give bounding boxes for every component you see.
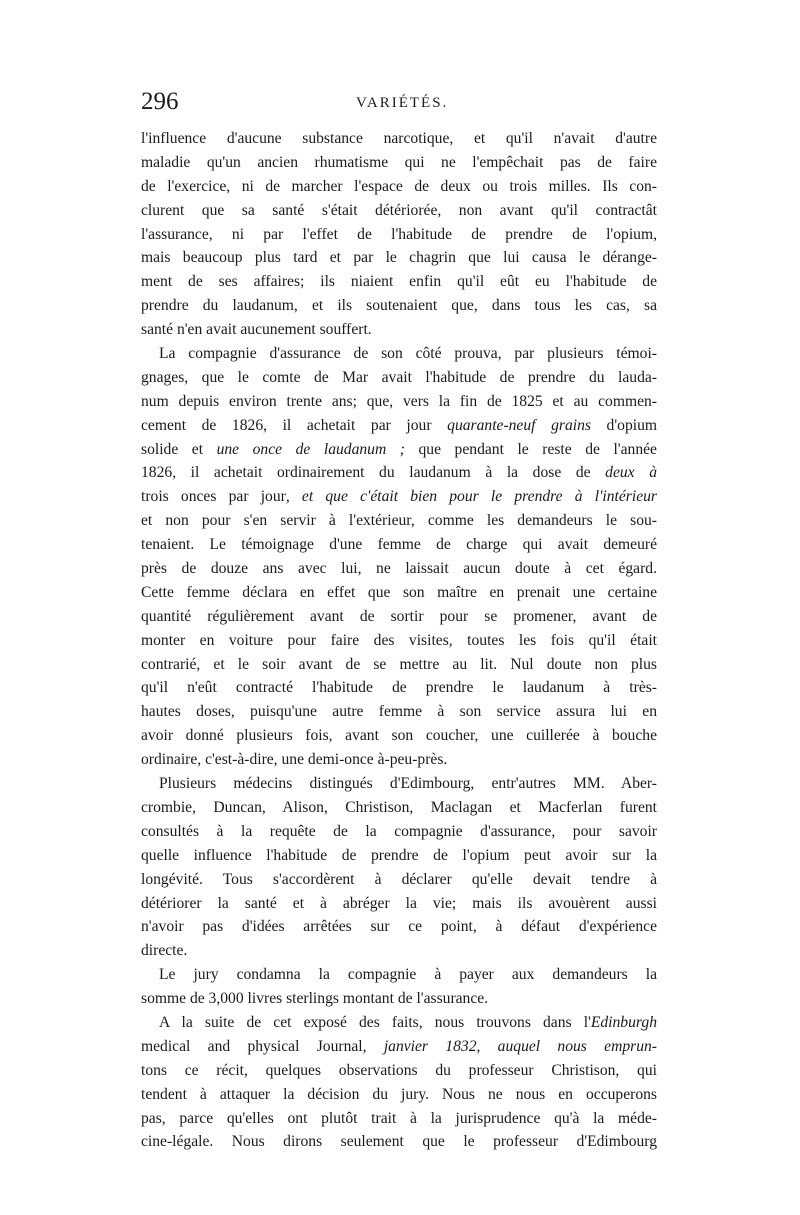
text-line xyxy=(141,175,657,199)
text-line xyxy=(141,151,657,175)
text-segment: que pendant le reste de l'année xyxy=(404,440,657,458)
text-line xyxy=(141,1083,657,1107)
text-segment: quelle influence l'habitude de prendre de l'opium peut avoir sur la xyxy=(141,846,657,864)
text-segment: clurent que sa santé s'était détériorée, non avant qu'il contractât xyxy=(141,201,657,219)
text-line xyxy=(141,796,657,820)
text-segment: 1826, il achetait ordinairement du laudanum à la dose de xyxy=(141,464,606,482)
text-segment: maladie qu'un ancien rhumatisme qui ne l'empêchait pas de faire xyxy=(141,153,657,171)
italic-phrase: Edinburgh xyxy=(590,1013,657,1031)
text-line xyxy=(141,772,657,796)
italic-phrase: quarante-neuf grains xyxy=(447,416,591,434)
text-segment: Plusieurs médecins distingués d'Edimbourg, entr'autres MM. Aber- xyxy=(159,775,657,793)
text-segment: crombie, Duncan, Alison, Christison, Maclagan et Macferlan furent xyxy=(141,798,657,816)
italic-phrase: deux à xyxy=(605,464,657,482)
text-segment: pas, parce qu'elles ont plutôt trait à la jurisprudence qu'à la méde- xyxy=(141,1109,657,1127)
text-segment: détériorer la santé et à abréger la vie; mais ils avouèrent aussi xyxy=(141,894,657,912)
text-line xyxy=(141,127,657,151)
text-line xyxy=(141,892,657,916)
body-text xyxy=(141,127,657,1154)
page-header xyxy=(141,88,657,128)
text-segment: quantité régulièrement avant de sortir pour se promener, avant de xyxy=(141,607,657,625)
text-line xyxy=(141,318,657,342)
text-segment: contrarié, et le soir avant de se mettre au lit. Nul doute non plus xyxy=(141,655,657,673)
text-segment: solide et xyxy=(141,440,217,458)
text-segment: trois onces par jour xyxy=(141,488,286,506)
text-segment: de l'exercice, ni de marcher l'espace de deux ou trois milles. Ils con- xyxy=(141,177,657,195)
page-number: 296 xyxy=(141,88,179,115)
italic-phrase: , janvier 1832, auquel nous emprun- xyxy=(362,1037,657,1055)
text-line xyxy=(141,605,657,629)
text-segment: l'assurance, ni par l'effet de l'habitude de prendre de l'opium, xyxy=(141,225,657,243)
text-line xyxy=(141,390,657,414)
text-segment: tendent à attaquer la décision du jury. Nous ne nous en occuperons xyxy=(141,1085,657,1103)
text-line xyxy=(141,246,657,270)
text-line xyxy=(141,915,657,939)
text-segment: gnages, que le comte de Mar avait l'habitude de prendre du lauda- xyxy=(141,368,657,386)
text-line xyxy=(141,629,657,653)
text-line xyxy=(141,366,657,390)
text-line xyxy=(141,987,657,1011)
text-segment: ment de ses affaires; ils niaient enfin qu'il eût eu l'habitude de xyxy=(141,273,657,291)
text-line xyxy=(141,700,657,724)
text-line xyxy=(141,1130,657,1154)
text-segment: près de douze ans avec lui, ne laissait aucun doute à cet égard. xyxy=(141,560,657,578)
text-segment: santé n'en avait aucunement souffert. xyxy=(141,321,372,339)
text-segment: longévité. Tous s'accordèrent à déclarer qu'elle devait tendre à xyxy=(141,870,657,888)
text-line xyxy=(141,1035,657,1059)
text-line xyxy=(141,724,657,748)
text-line xyxy=(141,199,657,223)
text-segment: hautes doses, puisqu'une autre femme à son service assura lui en xyxy=(141,703,657,721)
text-line xyxy=(141,533,657,557)
text-segment: tons ce récit, quelques observations du professeur Christison, qui xyxy=(141,1061,657,1079)
text-segment: somme de 3,000 livres sterlings montant de l'assurance. xyxy=(141,990,489,1008)
text-segment: medical and physical Journal xyxy=(141,1037,363,1055)
text-line xyxy=(141,581,657,605)
text-line xyxy=(141,342,657,366)
text-line xyxy=(141,820,657,844)
text-line xyxy=(141,509,657,533)
text-line xyxy=(141,461,657,485)
text-line xyxy=(141,1059,657,1083)
text-segment: consultés à la requête de la compagnie d'assurance, pour savoir xyxy=(141,822,657,840)
text-segment: d'opium xyxy=(590,416,657,434)
text-line xyxy=(141,939,657,963)
text-line xyxy=(141,414,657,438)
italic-phrase: , et que c'était bien pour le prendre à l'intérieur xyxy=(285,488,657,506)
text-line xyxy=(141,963,657,987)
text-segment: mais beaucoup plus tard et par le chagrin que lui causa le dérange- xyxy=(141,249,657,267)
text-line xyxy=(141,748,657,772)
text-segment: A la suite de cet exposé des faits, nous trouvons dans l' xyxy=(159,1013,591,1031)
text-segment: l'influence d'aucune substance narcotique, et qu'il n'avait d'autre xyxy=(141,130,657,147)
text-segment: n'avoir pas d'idées arrêtées sur ce point, à défaut d'expérience xyxy=(141,918,657,936)
text-line xyxy=(141,676,657,700)
text-segment: La compagnie d'assurance de son côté prouva, par plusieurs témoi- xyxy=(159,345,657,363)
running-head: VARIÉTÉS. xyxy=(356,95,449,111)
text-segment: num depuis environ trente ans; que, vers la fin de 1825 et au commen- xyxy=(141,392,657,410)
text-line xyxy=(141,844,657,868)
text-line xyxy=(141,557,657,581)
text-segment: ordinaire, c'est-à-dire, une demi-once à-peu-près. xyxy=(141,751,448,769)
text-segment: monter en voiture pour faire des visites, toutes les fois qu'il était xyxy=(141,631,657,649)
text-segment: directe. xyxy=(141,942,188,960)
text-segment: cine-légale. Nous dirons seulement que le professeur d'Edimbourg xyxy=(141,1133,657,1151)
text-segment: tenaient. Le témoignage d'une femme de charge qui avait demeuré xyxy=(141,536,657,554)
text-line xyxy=(141,223,657,247)
text-line xyxy=(141,270,657,294)
text-segment: Cette femme déclara en effet que son maître en prenait une certaine xyxy=(141,583,657,601)
text-segment: et non pour s'en servir à l'extérieur, comme les demandeurs le sou- xyxy=(141,512,657,530)
text-line xyxy=(141,438,657,462)
text-line xyxy=(141,1011,657,1035)
text-line xyxy=(141,868,657,892)
text-segment: cement de 1826, il achetait par jour xyxy=(141,416,448,434)
text-segment: qu'il n'eût contracté l'habitude de prendre le laudanum à très- xyxy=(141,679,657,697)
text-segment: Le jury condamna la compagnie à payer aux demandeurs la xyxy=(159,966,657,984)
text-line xyxy=(141,1107,657,1131)
italic-phrase: une once de laudanum ; xyxy=(216,440,405,458)
text-segment: avoir donné plusieurs fois, avant son coucher, une cuillerée à bouche xyxy=(141,727,657,745)
text-line xyxy=(141,485,657,509)
text-line xyxy=(141,653,657,677)
text-segment: prendre du laudanum, et ils soutenaient que, dans tous les cas, sa xyxy=(141,297,657,315)
text-line xyxy=(141,294,657,318)
